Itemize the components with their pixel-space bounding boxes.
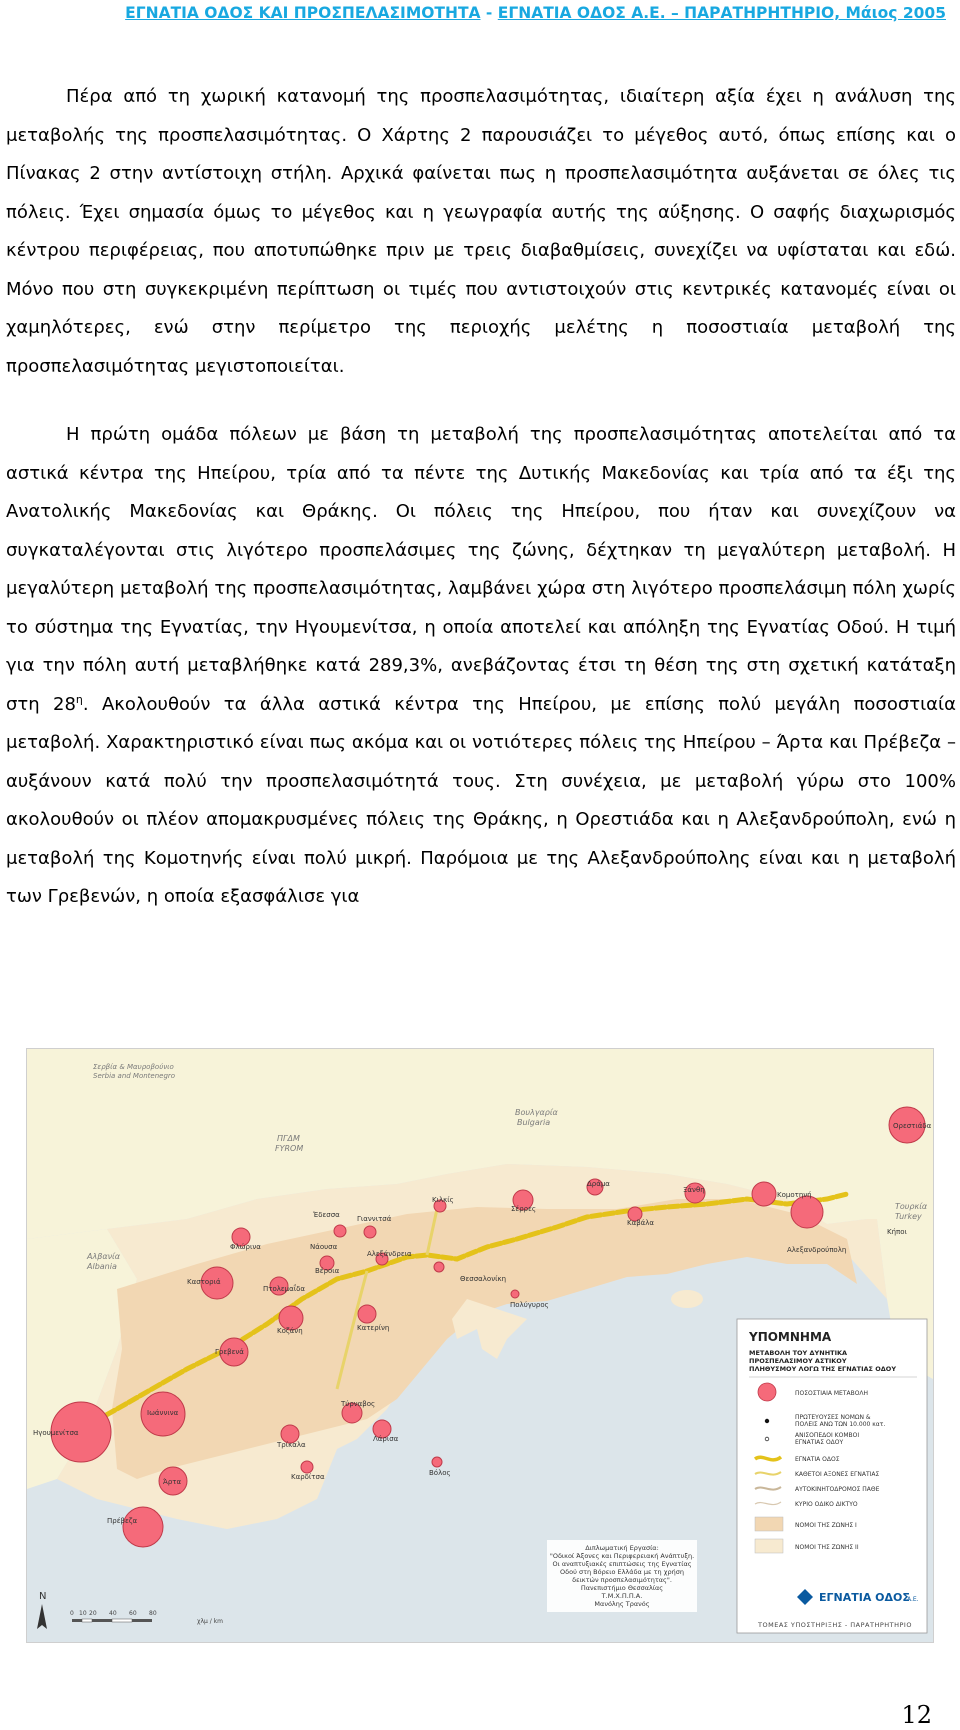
label-kavala: Καβάλα — [627, 1219, 655, 1227]
label-ptolemaida: Πτολεμαΐδα — [263, 1285, 306, 1293]
thesis-line-4: Οδού στη Βόρειο Ελλάδα με τη χρήση — [560, 1568, 684, 1576]
label-orestiada: Ορεστιάδα — [893, 1122, 932, 1130]
legend-node-icon — [765, 1437, 769, 1441]
label-ioannina: Ιωάννινα — [147, 1409, 179, 1417]
label-serres: Σέρρες — [511, 1205, 536, 1213]
scale-tick-0: 0 — [70, 1610, 74, 1617]
ordinal-superscript: η — [75, 692, 83, 706]
label-thessaloniki: Θεσσαλονίκη — [460, 1275, 507, 1283]
thesis-credit — [547, 1540, 697, 1612]
circle-katerini — [358, 1305, 376, 1323]
circle-polygyros — [511, 1290, 519, 1298]
label-xanthi: Ξάνθη — [683, 1186, 705, 1194]
label-kastoria: Καστοριά — [187, 1278, 221, 1286]
label-florina: Φλώρινα — [230, 1243, 261, 1251]
label-bulgaria: Βουλγαρία — [515, 1108, 558, 1117]
label-drama: Δράμα — [587, 1180, 610, 1188]
accessibility-change-map — [26, 1048, 934, 1643]
legend-city-dot-icon — [765, 1419, 769, 1423]
label-preveza: Πρέβεζα — [107, 1517, 138, 1525]
paragraph-1-container — [6, 78, 956, 386]
label-larisa: Λάρισα — [373, 1435, 399, 1443]
egnatia-logo-text: ΕΓΝΑΤΙΑ ΟΔΟΣ — [819, 1591, 910, 1604]
label-albania-en: Albania — [87, 1262, 117, 1271]
circle-edessa — [334, 1225, 346, 1237]
running-header — [0, 4, 946, 22]
label-albania: Αλβανία — [87, 1252, 121, 1261]
scale-tick-10: 10 — [79, 1610, 87, 1617]
scale-seg-1 — [72, 1619, 82, 1622]
legend-zone-1-swatch — [755, 1517, 783, 1531]
legend-circle-icon — [758, 1383, 776, 1401]
paragraph-2-part-a: Η πρώτη ομάδα πόλεων με βάση τη μεταβολή της προσπελασιμότητας αποτελείται από τα αστικά κέντρα της Ηπείρου, τρία από τα πέντε της Δυτικής Μακεδονίας και τρία από τα έξι της Ανατολικής Μακεδονίας και Θράκης. Οι πόλεις της Ηπείρου, που ήταν και συνεχίζουν να συγκαταλέγονται στις λιγότερο προσπελάσιμες της ζώνης, δέχτηκαν τη μεγαλύτερη μεταβολή. Η μεγαλύτερη μεταβολή της προσπελασιμότητας, λαμβάνει χώρα στη λιγότερο προσπελάσιμη πόλη χωρίς το σύστημα της Εγνατίας, την Ηγουμενίτσα, η οποία αποτελεί και απόληξη της Εγνατίας Οδού. Η τιμή για την πόλη αυτή μεταβλήθηκε κατά 289,3%, ανεβάζοντας έτσι τη θέση της στη σχετική κατάταξη στη 28 — [6, 424, 956, 715]
label-alexandreia: Αλεξάνδρεια — [367, 1250, 412, 1258]
circle-giannitsa — [364, 1226, 376, 1238]
legend-footer-note: ΤΟΜΕΑΣ ΥΠΟΣΤΗΡΙΞΗΣ - ΠΑΡΑΤΗΡΗΤΗΡΙΟ — [758, 1621, 912, 1629]
thesis-line-3: Οι αναπτυξιακές επιπτώσεις της Εγνατίας — [552, 1560, 692, 1568]
paragraph-2-part-b: . Ακολουθούν τα άλλα αστικά κέντρα της Ηπείρου, με επίσης πολύ μεγάλη ποσοστιαία μεταβολή. Χαρακτηριστικό είναι πως ακόμα και οι νοτιότερες πόλεις της Ηπείρου – Άρτα και Πρέβεζα – αυξάνουν κατά πολύ την προσπελασιμότητά τους. Στη συνέχεια, με μεταβολή γύρω στο 100% ακολουθούν οι πλέον απομακρυσμένες πόλεις της Θράκης, η Ορεστιάδα και η Αλεξανδρούπολη, ενώ η μεταβολή της Κομοτηνής είναι πολύ μικρή. Παρόμοια με της Αλεξανδρούπολης είναι και η μεταβολή των Γρεβενών, η οποία εξασφάλισε για — [6, 693, 957, 907]
circle-thessaloniki — [434, 1262, 444, 1272]
header-source-link[interactable]: ΕΓΝΑΤΙΑ ΟΔΟΣ Α.Ε. – ΠΑΡΑΤΗΡΗΤΗΡΙΟ, Μάιος 2005 — [497, 4, 946, 22]
scale-tick-40: 40 — [109, 1610, 117, 1617]
legend-zone-2-swatch — [755, 1539, 783, 1553]
label-volos: Βόλος — [429, 1469, 451, 1477]
header-separator: - — [480, 4, 498, 22]
label-alexandroupoli: Αλεξανδρούπολη — [787, 1246, 847, 1254]
page-number: 12 — [901, 1701, 932, 1729]
label-trikala: Τρίκαλα — [277, 1441, 306, 1449]
map-svg — [27, 1049, 933, 1642]
scale-unit: χλμ / km — [197, 1618, 223, 1625]
circle-preveza — [123, 1507, 163, 1547]
thesis-line-7: Τ.Μ.Χ.Π.Π.Α. — [601, 1592, 643, 1600]
legend-capitals-label-2: ΠΟΛΕΙΣ ΑΝΩ ΤΩΝ 10.000 κατ. — [795, 1421, 886, 1428]
scale-tick-60: 60 — [129, 1610, 137, 1617]
legend-main-road-label: ΚΥΡΙΟ ΟΔΙΚΟ ΔΙΚΤΥΟ — [795, 1501, 858, 1508]
label-veroia: Βέροια — [315, 1267, 340, 1275]
legend-subtitle-2: ΠΡΟΣΠΕΛΑΣΙΜΟΥ ΑΣΤΙΚΟΥ — [749, 1357, 847, 1365]
scale-seg-5 — [132, 1619, 152, 1622]
legend-subtitle-3: ΠΛΗΘΥΣΜΟΥ ΛΟΓΩ ΤΗΣ ΕΓΝΑΤΙΑΣ ΟΔΟΥ — [749, 1365, 897, 1373]
paragraph-2 — [6, 416, 956, 917]
circle-komotini — [752, 1182, 776, 1206]
legend-pathe-label: ΑΥΤΟΚΙΝΗΤΟΔΡΟΜΟΣ ΠΑΘΕ — [795, 1486, 880, 1493]
legend-zone-1-label: ΝΟΜΟΙ ΤΗΣ ΖΩΝΗΣ Ι — [795, 1522, 857, 1529]
legend-title: ΥΠΟΜΝΗΜΑ — [749, 1330, 832, 1344]
scale-tick-80: 80 — [149, 1610, 157, 1617]
label-grevena: Γρεβενά — [215, 1348, 244, 1356]
egnatia-logo-suffix: A.E. — [907, 1596, 919, 1603]
label-turkey-en: Turkey — [895, 1212, 922, 1221]
circle-alexandroupoli — [791, 1196, 823, 1228]
label-bulgaria-en: Bulgaria — [517, 1118, 551, 1127]
label-igoumenitsa: Ηγουμενίτσα — [33, 1429, 79, 1437]
label-serbia: Σερβία & Μαυροβούνιο — [93, 1063, 174, 1071]
scale-seg-2 — [82, 1619, 92, 1622]
paragraph-1: Πέρα από τη χωρική κατανομή της προσπελασιμότητας, ιδιαίτερη αξία έχει η ανάλυση της μεταβολής της προσπελασιμότητας. Ο Χάρτης 2 παρουσιάζει το μέγεθος αυτό, όπως επίσης και ο Πίνακας 2 στην αντίστοιχη στήλη. Αρχικά φαίνεται πως η προσπελασιμότητα αυξάνεται σε όλες τις πόλεις. Έχει σημασία όμως το μέγεθος και η γεωγραφία αυτής της αύξησης. Ο σαφής διαχωρισμός κέντρου περιφέρειας, που αποτυπώθηκε πριν με τρεις διαβαθμίσεις, συνεχίζει να υφίσταται και εδώ. Μόνο που στη συγκεκριμένη περίπτωση οι τιμές που αντιστοιχούν στις κεντρικές κατανομές είναι οι χαμηλότερες, ενώ στην περίμετρο της περιοχής μελέτης η ποσοστιαία μεταβολή της προσπελασιμότητας μεγιστοποιείται. — [6, 86, 956, 377]
scale-tick-20: 20 — [89, 1610, 97, 1617]
label-kozani: Κοζάνη — [277, 1327, 303, 1335]
label-fyrom: ΠΓΔΜ — [277, 1134, 300, 1143]
thesis-line-1: Διπλωματική Εργασία: — [585, 1544, 659, 1552]
thasos-island — [671, 1290, 703, 1308]
label-turkey: Τουρκία — [895, 1202, 928, 1211]
thesis-line-2: "Οδικοί Άξονες και Περιφερειακή Ανάπτυξη. — [549, 1552, 695, 1560]
thesis-line-6: Πανεπιστήμιο Θεσσαλίας — [580, 1584, 664, 1592]
legend-zone-2-label: ΝΟΜΟΙ ΤΗΣ ΖΩΝΗΣ ΙΙ — [795, 1544, 859, 1551]
circle-volos — [432, 1457, 442, 1467]
scale-seg-4 — [112, 1619, 132, 1622]
header-title-link[interactable]: ΕΓΝΑΤΙΑ ΟΔΟΣ ΚΑΙ ΠΡΟΣΠΕΛΑΣΙΜΟΤΗΤΑ — [125, 4, 481, 22]
thesis-line-8: Μανόλης Τρανός — [594, 1600, 650, 1608]
label-serbia-en: Serbia and Montenegro — [93, 1072, 176, 1080]
legend-egnatia-label: ΕΓΝΑΤΙΑ ΟΔΟΣ — [795, 1456, 840, 1463]
map-legend — [737, 1319, 927, 1633]
label-fyrom-en: FYROM — [275, 1144, 304, 1153]
label-karditsa: Καρδίτσα — [291, 1473, 325, 1481]
label-edessa: Έδεσσα — [313, 1211, 340, 1219]
label-arta: Άρτα — [163, 1478, 182, 1486]
label-naousa: Νάουσα — [310, 1243, 338, 1251]
label-polygyros: Πολύγυρος — [510, 1301, 549, 1309]
circle-karditsa — [301, 1461, 313, 1473]
paragraph-2-container — [6, 416, 956, 917]
scale-seg-3 — [92, 1619, 112, 1622]
label-katerini: Κατερίνη — [357, 1324, 390, 1332]
legend-nodes-label-2: ΕΓΝΑΤΙΑΣ ΟΔΟΥ — [795, 1439, 844, 1446]
legend-pct-label: ΠΟΣΟΣΤΙΑΙΑ ΜΕΤΑΒΟΛΗ — [795, 1390, 869, 1397]
label-kilkis: Κιλκίς — [432, 1196, 454, 1204]
legend-vertical-label: ΚΑΘΕΤΟΙ ΑΞΟΝΕΣ ΕΓΝΑΤΙΑΣ — [795, 1471, 880, 1478]
label-giannitsa: Γιαννιτσά — [357, 1215, 392, 1223]
label-tyrnavos: Τύρναβος — [341, 1400, 376, 1408]
thesis-line-5: δεικτών προσπελασιμότητας". — [572, 1576, 672, 1584]
legend-nodes-label-1: ΑΝΙΣΟΠΕΔΟΙ ΚΟΜΒΟΙ — [795, 1432, 860, 1439]
legend-capitals-label-1: ΠΡΩΤΕΥΟΥΣΕΣ ΝΟΜΩΝ & — [795, 1414, 871, 1421]
label-komotini: Κομοτηνή — [777, 1191, 812, 1199]
label-kipoi: Κήποι — [887, 1228, 907, 1236]
legend-subtitle-1: ΜΕΤΑΒΟΛΗ ΤΟΥ ΔΥΝΗΤΙΚΑ — [749, 1349, 848, 1357]
north-label: N — [39, 1591, 47, 1602]
